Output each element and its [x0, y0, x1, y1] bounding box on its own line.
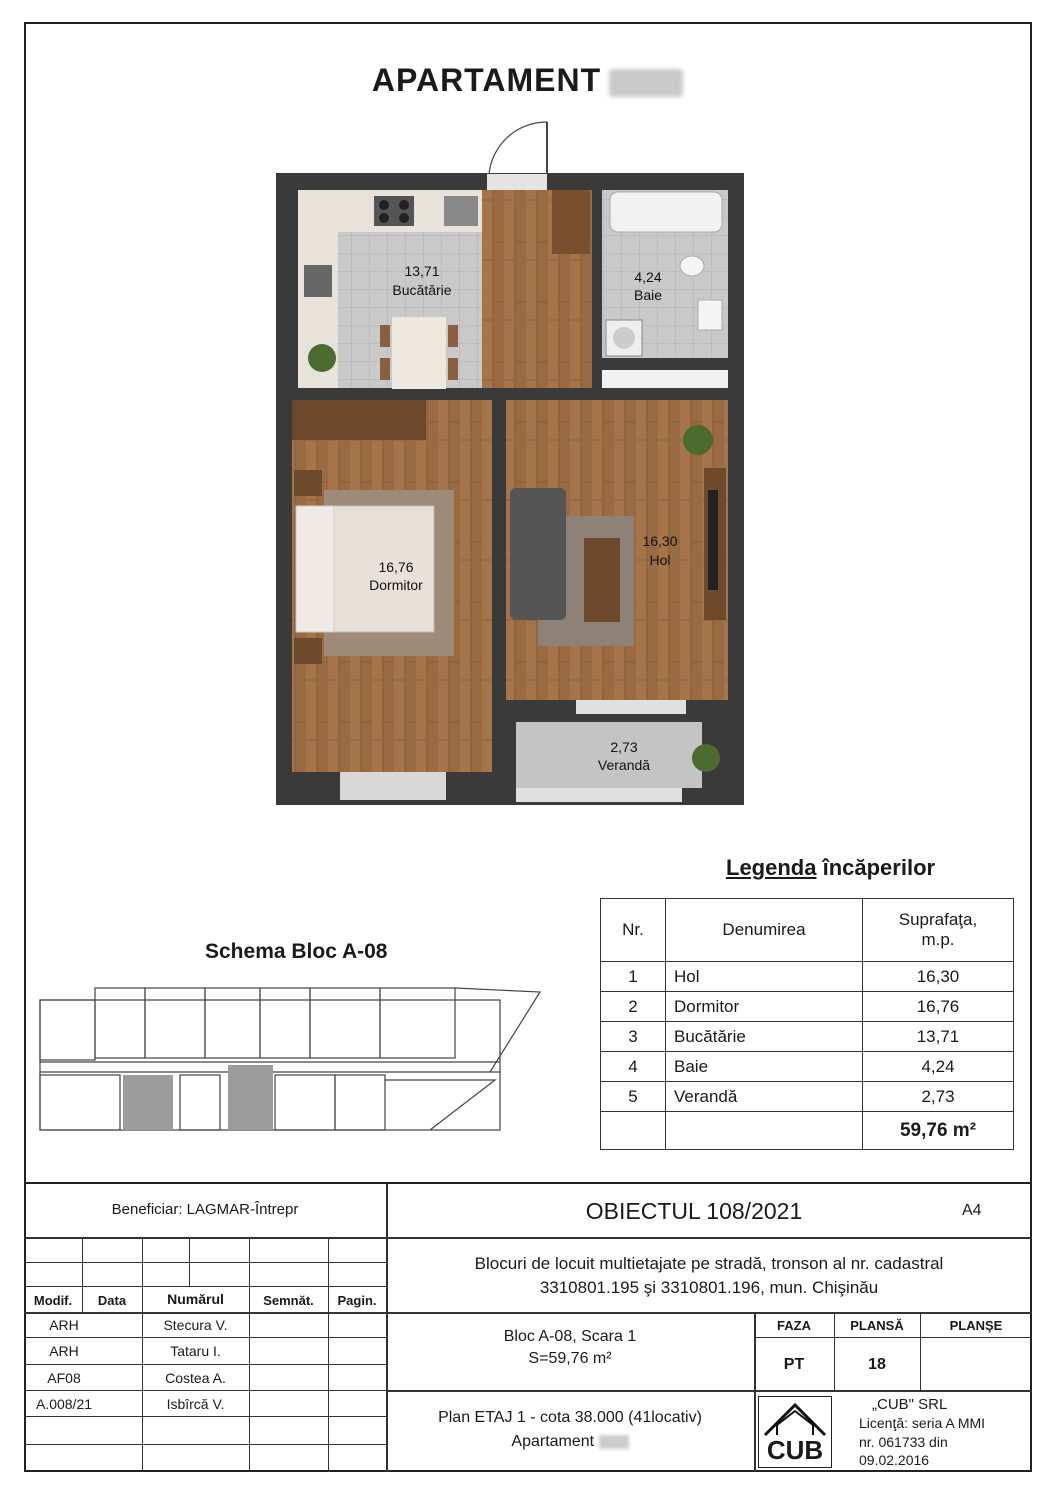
col-semnat: Semnăt.	[263, 1293, 314, 1308]
rooms-legend-table	[600, 898, 1014, 1150]
company-name: „CUB" SRL	[872, 1396, 948, 1413]
person-modif: AF08	[47, 1370, 81, 1386]
beneficiar-value: Beneficiar: LAGMAR-Întrepr	[111, 1201, 299, 1218]
redacted-apartment-number	[609, 69, 683, 97]
col-numarul: Numărul	[167, 1291, 224, 1307]
paper-format: A4	[962, 1202, 982, 1219]
person-modif: ARH	[49, 1317, 79, 1333]
legend-room-area: 13,71	[863, 1022, 1014, 1052]
plansa-label: PLANSĂ	[850, 1318, 904, 1333]
redacted-apartment-number	[599, 1435, 629, 1449]
legend-row	[601, 1022, 1014, 1052]
legend-nr: 2	[601, 992, 666, 1022]
legend-room-area: 4,24	[863, 1052, 1014, 1082]
bloc-line1: Bloc A-08, Scara 1	[503, 1328, 637, 1345]
person-name: Costea A.	[165, 1370, 226, 1386]
apartment-title-text: APARTAMENT	[371, 62, 602, 98]
license-line1: Licenţă: seria A MMI	[859, 1415, 986, 1431]
legend-title-underlined: Legenda	[726, 855, 817, 880]
license-line2: nr. 061733 din	[859, 1434, 948, 1450]
legend-header-area-line1: Suprafaţa,	[898, 910, 978, 929]
faza-value: PT	[783, 1356, 805, 1373]
legend-header-area-line2: m.p.	[921, 930, 955, 949]
legend-room-name: Baie	[666, 1052, 863, 1082]
legend-nr: 3	[601, 1022, 666, 1052]
legend-nr: 4	[601, 1052, 666, 1082]
room-label-hol-name: Hol	[649, 552, 671, 568]
description-line1: Blocuri de locuit multietajate pe stradă, tronson al nr. cadastral	[474, 1254, 944, 1273]
person-modif: ARH	[49, 1343, 79, 1359]
room-label-kitchen-name: Bucătărie	[392, 282, 452, 298]
legend-total-empty	[666, 1112, 863, 1150]
legend-room-name: Bucătărie	[666, 1022, 863, 1052]
room-label-hol-area: 16,30	[642, 533, 678, 549]
legend-room-area: 16,76	[863, 992, 1014, 1022]
license-line3: 09.02.2016	[859, 1452, 930, 1468]
faza-label: FAZA	[777, 1318, 811, 1333]
legend-header-area	[863, 899, 1014, 962]
legend-total-row	[601, 1112, 1014, 1150]
legend-nr: 1	[601, 962, 666, 992]
person-name: Tataru I.	[170, 1343, 221, 1359]
legend-title-rest: încăperilor	[822, 855, 936, 880]
legend-room-area: 2,73	[863, 1082, 1014, 1112]
schema-title: Schema Bloc A-08	[205, 940, 388, 963]
legend-room-name: Hol	[666, 962, 863, 992]
legend-header-name: Denumirea	[666, 899, 863, 962]
legend-total-empty	[601, 1112, 666, 1150]
legend-room-name: Dormitor	[666, 992, 863, 1022]
legend-header-nr: Nr.	[601, 899, 666, 962]
veranda-floor	[516, 722, 702, 788]
person-name: Stecura V.	[163, 1317, 228, 1333]
room-label-bath-area: 4,24	[634, 269, 662, 285]
legend-room-name: Verandă	[666, 1082, 863, 1112]
legend-row	[601, 962, 1014, 992]
description-line2: 3310801.195 şi 3310801.196, mun. Chişinău	[539, 1278, 879, 1297]
col-data: Data	[97, 1293, 127, 1308]
room-label-bedroom-area: 16,76	[378, 559, 414, 575]
plan-line1: Plan ETAJ 1 - cota 38.000 (41locativ)	[438, 1409, 702, 1426]
legend-row	[601, 992, 1014, 1022]
block-schema-drawing	[30, 980, 545, 1140]
legend-nr: 5	[601, 1082, 666, 1112]
room-label-kitchen-area: 13,71	[404, 263, 440, 279]
legend-total-area: 59,76 m²	[863, 1112, 1014, 1150]
floor-plan	[262, 110, 752, 820]
col-pagin: Pagin.	[337, 1293, 377, 1308]
legend-header-row	[601, 899, 1014, 962]
title-block	[24, 1182, 1032, 1472]
bloc-line2: S=59,76 m²	[528, 1350, 612, 1367]
room-label-veranda-area: 2,73	[610, 739, 638, 755]
person-name: Isbîrcă V.	[166, 1396, 225, 1412]
legend-title	[726, 855, 935, 881]
room-label-veranda-name: Verandă	[597, 757, 651, 773]
plan-line2-text: Apartament	[511, 1433, 595, 1450]
person-modif: A.008/21	[35, 1396, 93, 1412]
plan-line2	[386, 1433, 754, 1451]
legend-room-area: 16,30	[863, 962, 1014, 992]
plansa-value: 18	[868, 1356, 886, 1373]
col-modif: Modif.	[33, 1293, 73, 1308]
cub-logo	[758, 1396, 832, 1468]
apartment-title	[0, 62, 1055, 99]
legend-row	[601, 1082, 1014, 1112]
planse-label: PLANŞE	[949, 1318, 1003, 1333]
room-label-bath-name: Baie	[633, 287, 663, 303]
obiectul-text: OBIECTUL 108/2021	[585, 1198, 803, 1224]
logo-text: CUB	[766, 1435, 824, 1465]
room-label-bedroom-name: Dormitor	[369, 577, 423, 593]
legend-row	[601, 1052, 1014, 1082]
beneficiar-text	[24, 1201, 386, 1218]
